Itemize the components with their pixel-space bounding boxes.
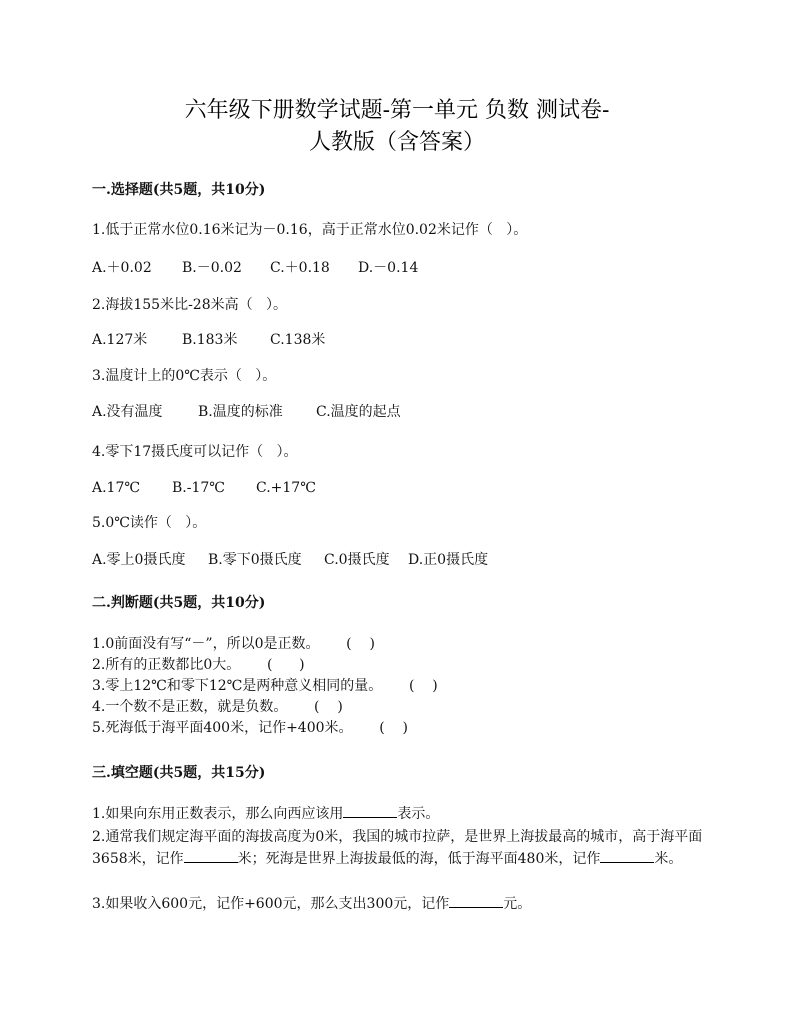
question-3-text: 3.温度计上的0℃表示（ ）。 bbox=[92, 368, 277, 384]
option-d: D.正0摄氏度 bbox=[408, 552, 489, 568]
fill-q2-text-a: 2.通常我们规定海平面的海拔高度为0米，我国的城市拉萨，是世界上海拔最高的城市，高于海平面3658米，记作 bbox=[92, 829, 703, 867]
answer-blank[interactable] bbox=[343, 803, 397, 818]
option-a: A.127米 bbox=[92, 332, 148, 348]
option-d: D.－0.14 bbox=[358, 260, 419, 276]
option-b: B.-17℃ bbox=[172, 480, 225, 496]
option-c: C.138米 bbox=[270, 332, 326, 348]
question-3-options bbox=[92, 402, 401, 422]
option-c: C.温度的起点 bbox=[316, 404, 401, 420]
fill-question-1 bbox=[92, 803, 712, 825]
option-b: B.－0.02 bbox=[182, 260, 242, 276]
answer-blank[interactable] bbox=[184, 848, 238, 863]
question-4-options bbox=[92, 478, 316, 498]
question-5-text: 5.0℃读作（ ）。 bbox=[92, 515, 207, 531]
doc-title-line1: 六年级下册数学试题-第一单元 负数 测试卷- bbox=[184, 98, 610, 123]
fill-question-3 bbox=[92, 893, 712, 915]
fill-q2-text-c: 米。 bbox=[654, 851, 683, 867]
section-heading-choice: 一.选择题(共5题，共10分) bbox=[92, 182, 266, 198]
option-b: B.183米 bbox=[182, 332, 238, 348]
question-1-options bbox=[92, 258, 418, 278]
option-b: B.温度的标准 bbox=[198, 404, 283, 420]
judge-item-4: 4.一个数不是正数，就是负数。 ( ) bbox=[92, 699, 343, 715]
question-2-text: 2.海拔155米比-28米高（ ）。 bbox=[92, 297, 287, 313]
question-4-text: 4.零下17摄氏度可以记作（ ）。 bbox=[92, 444, 298, 460]
option-a: A.零上0摄氏度 bbox=[92, 552, 186, 568]
fill-q3-text-a: 3.如果收入600元，记作+600元，那么支出300元，记作 bbox=[92, 896, 450, 912]
option-a: A.＋0.02 bbox=[92, 260, 152, 276]
option-c: C.+17℃ bbox=[256, 480, 316, 496]
section-heading-fill: 三.填空题(共5题，共15分) bbox=[92, 765, 266, 781]
fill-q2-text-b: 米；死海是世界上海拔最低的海，低于海平面480米，记作 bbox=[237, 851, 601, 867]
fill-question-2 bbox=[92, 826, 712, 870]
judge-item-5: 5.死海低于海平面400米，记作+400米。 ( ) bbox=[92, 720, 408, 736]
option-c: C.＋0.18 bbox=[270, 260, 330, 276]
fill-q1-text-b: 表示。 bbox=[397, 806, 440, 822]
fill-q1-text-a: 1.如果向东用正数表示，那么向西应该用 bbox=[92, 806, 344, 822]
judge-item-3: 3.零上12℃和零下12℃是两种意义相同的量。 ( ) bbox=[92, 678, 438, 694]
answer-blank[interactable] bbox=[600, 848, 654, 863]
option-a: A.没有温度 bbox=[92, 404, 163, 420]
option-b: B.零下0摄氏度 bbox=[208, 552, 302, 568]
doc-title-line2: 人教版（含答案） bbox=[308, 130, 485, 155]
answer-blank[interactable] bbox=[449, 893, 503, 908]
section-heading-judge: 二.判断题(共5题，共10分) bbox=[92, 595, 266, 611]
option-a: A.17℃ bbox=[92, 480, 141, 496]
judge-item-1: 1.0前面没有写“－”，所以0是正数。 ( ) bbox=[92, 636, 375, 652]
option-c: C.0摄氏度 bbox=[324, 552, 390, 568]
judge-item-2: 2.所有的正数都比0大。 ( ) bbox=[92, 657, 305, 673]
question-1-text: 1.低于正常水位0.16米记为－0.16，高于正常水位0.02米记作（ ）。 bbox=[92, 222, 528, 238]
question-2-options bbox=[92, 330, 325, 350]
fill-q3-text-b: 元。 bbox=[503, 896, 532, 912]
question-5-options bbox=[92, 550, 488, 570]
